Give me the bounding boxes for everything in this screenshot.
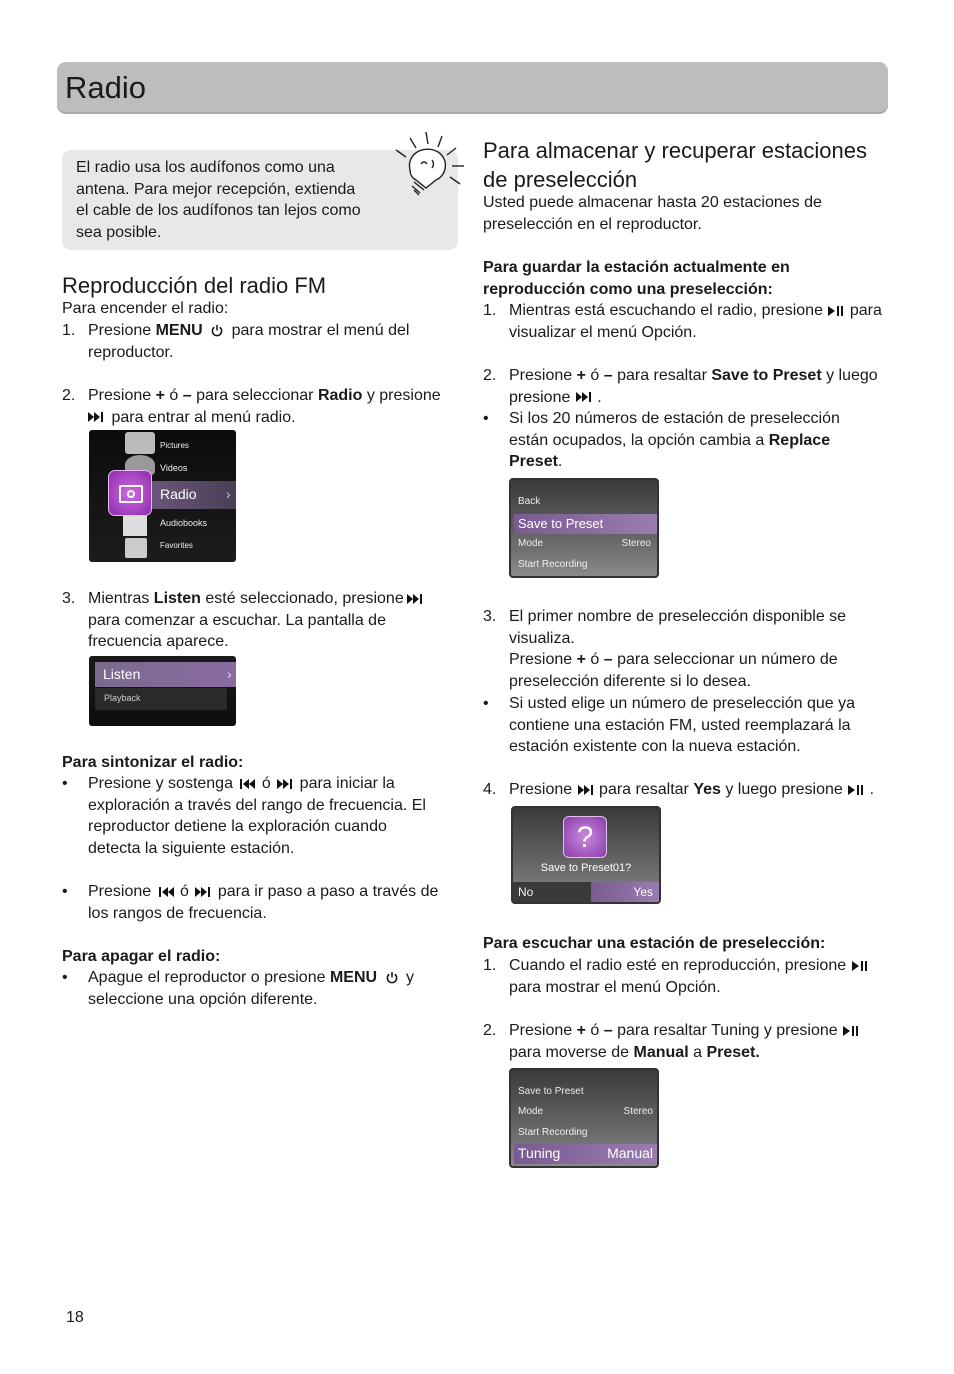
favorites-icon <box>125 538 147 558</box>
next-icon <box>277 779 293 789</box>
preset-heading: Para almacenar y recuperar estaciones de preselección <box>483 138 867 192</box>
replace-bullet: • Si usted elige un número de preselección que ya contiene una estación FM, usted reemplazará la estación existente con la nueva estación. <box>483 695 855 755</box>
menu-item-start-recording[interactable]: Start Recording <box>518 559 588 570</box>
next-icon <box>576 392 592 402</box>
question-icon: ? <box>563 816 607 858</box>
menu-item-audiobooks[interactable]: Audiobooks <box>160 518 208 528</box>
menu-item-pictures[interactable]: Pictures <box>160 441 189 450</box>
lightbulb-icon <box>386 130 468 202</box>
listen-step-1: 1. Cuando el radio esté en reproducción, presione para mostrar el menú Opción. <box>483 955 903 998</box>
preset-intro: Usted puede almacenar hasta 20 estaciones de preselección en el reproductor. <box>483 194 822 233</box>
step-3: 3. Mientras Listen esté seleccionado, presione para comenzar a escuchar. La pantalla de frecuencia aparece. <box>62 588 462 653</box>
off-heading: Para apagar el radio: <box>62 948 221 965</box>
save-heading: Para guardar la estación actualmente en reproducción como una preselección: <box>483 259 790 298</box>
radio-icon <box>108 470 152 516</box>
chevron-right-icon: › <box>226 486 231 502</box>
save-step-3: 3. El primer nombre de preselección disponible se visualiza. Presione + ó – para seleccionar un número de preselección diferente si lo desea. <box>483 608 847 690</box>
mode-value: Stereo <box>621 538 651 549</box>
menu-item-videos[interactable]: Videos <box>160 463 188 473</box>
save-dialog-screen <box>511 806 661 904</box>
no-button[interactable]: No <box>518 885 534 899</box>
save-step-4: 4. Presione para resaltar Yes y luego presione . <box>483 781 875 798</box>
next-icon <box>88 412 104 422</box>
tune-bullet-2: • Presione ó para ir paso a paso a través de los rangos de frecuencia. <box>62 883 439 922</box>
play-pause-icon <box>843 1026 859 1036</box>
option-menu-screen <box>509 478 659 578</box>
save-step-2: 2. Presione + ó – para resaltar Save to Preset y luego presione . <box>483 367 878 406</box>
tuning-value: Manual <box>607 1145 653 1161</box>
mode-value: Stereo <box>623 1106 653 1117</box>
save-bullet: • Si los 20 números de estación de preselección están ocupados, la opción cambia a Replace Preset. <box>483 410 840 470</box>
menu-item-mode[interactable]: Mode <box>518 538 544 549</box>
step-1: 1. Presione MENU para mostrar el menú del reproductor. <box>62 322 410 361</box>
pictures-icon <box>125 432 155 454</box>
menu-item-mode[interactable]: Mode <box>518 1106 544 1117</box>
step-2: 2. Presione + ó – para seleccionar Radio y presione para entrar al menú radio. <box>62 387 441 426</box>
intro-text: Para encender el radio: <box>62 300 229 317</box>
dialog-message: Save to Preset01? <box>540 862 632 874</box>
chevron-right-icon: › <box>227 666 232 682</box>
menu-item-tuning[interactable]: Tuning <box>518 1145 561 1161</box>
previous-icon <box>158 887 174 897</box>
previous-icon <box>239 779 255 789</box>
next-icon <box>407 594 423 604</box>
page-number: 18 <box>66 1309 84 1326</box>
playback-item[interactable]: Playback <box>104 693 141 703</box>
tuning-menu-screen <box>509 1068 659 1168</box>
tune-heading: Para sintonizar el radio: <box>62 754 244 771</box>
next-icon <box>195 887 211 897</box>
listen-screen <box>89 656 236 726</box>
title-banner <box>57 62 888 114</box>
next-icon <box>578 785 594 795</box>
menu-item-back[interactable]: Back <box>518 496 541 507</box>
play-pause-icon <box>848 785 864 795</box>
fm-radio-heading: Reproducción del radio FM <box>62 273 327 298</box>
menu-item-start-recording[interactable]: Start Recording <box>518 1127 588 1138</box>
listen-item[interactable]: Listen <box>103 666 141 682</box>
play-pause-icon <box>852 961 868 971</box>
tip-text: El radio usa los audífonos como una antena. Para mejor recepción, extienda el cable de los audífonos tan lejos como sea posible. <box>76 159 361 241</box>
menu-item-save-to-preset[interactable]: Save to Preset <box>518 1086 584 1097</box>
power-icon <box>210 324 224 337</box>
off-bullet: • Apague el reproductor o presione MENU y seleccione una opción diferente. <box>62 969 414 1008</box>
page-title: Radio <box>65 70 146 105</box>
power-icon <box>385 971 399 984</box>
main-menu-screen <box>89 430 236 562</box>
save-step-1: 1. Mientras está escuchando el radio, presione para visualizar el menú Opción. <box>483 302 882 341</box>
menu-item-radio[interactable]: Radio <box>160 486 197 502</box>
listen-step-2: 2. Presione + ó – para resaltar Tuning y presione para moverse de Manual a Preset. <box>483 1020 903 1063</box>
yes-button[interactable]: Yes <box>633 885 653 899</box>
listen-preset-heading: Para escuchar una estación de preselección: <box>483 935 826 952</box>
tune-bullet-1: • Presione y sostenga ó para iniciar la exploración a través del rango de frecuencia. El reproductor detiene la exploración cuando detecta la siguiente estación. <box>62 775 426 857</box>
menu-item-save-to-preset[interactable]: Save to Preset <box>518 516 604 531</box>
menu-item-favorites[interactable]: Favorites <box>160 541 193 550</box>
play-pause-icon <box>828 306 844 316</box>
